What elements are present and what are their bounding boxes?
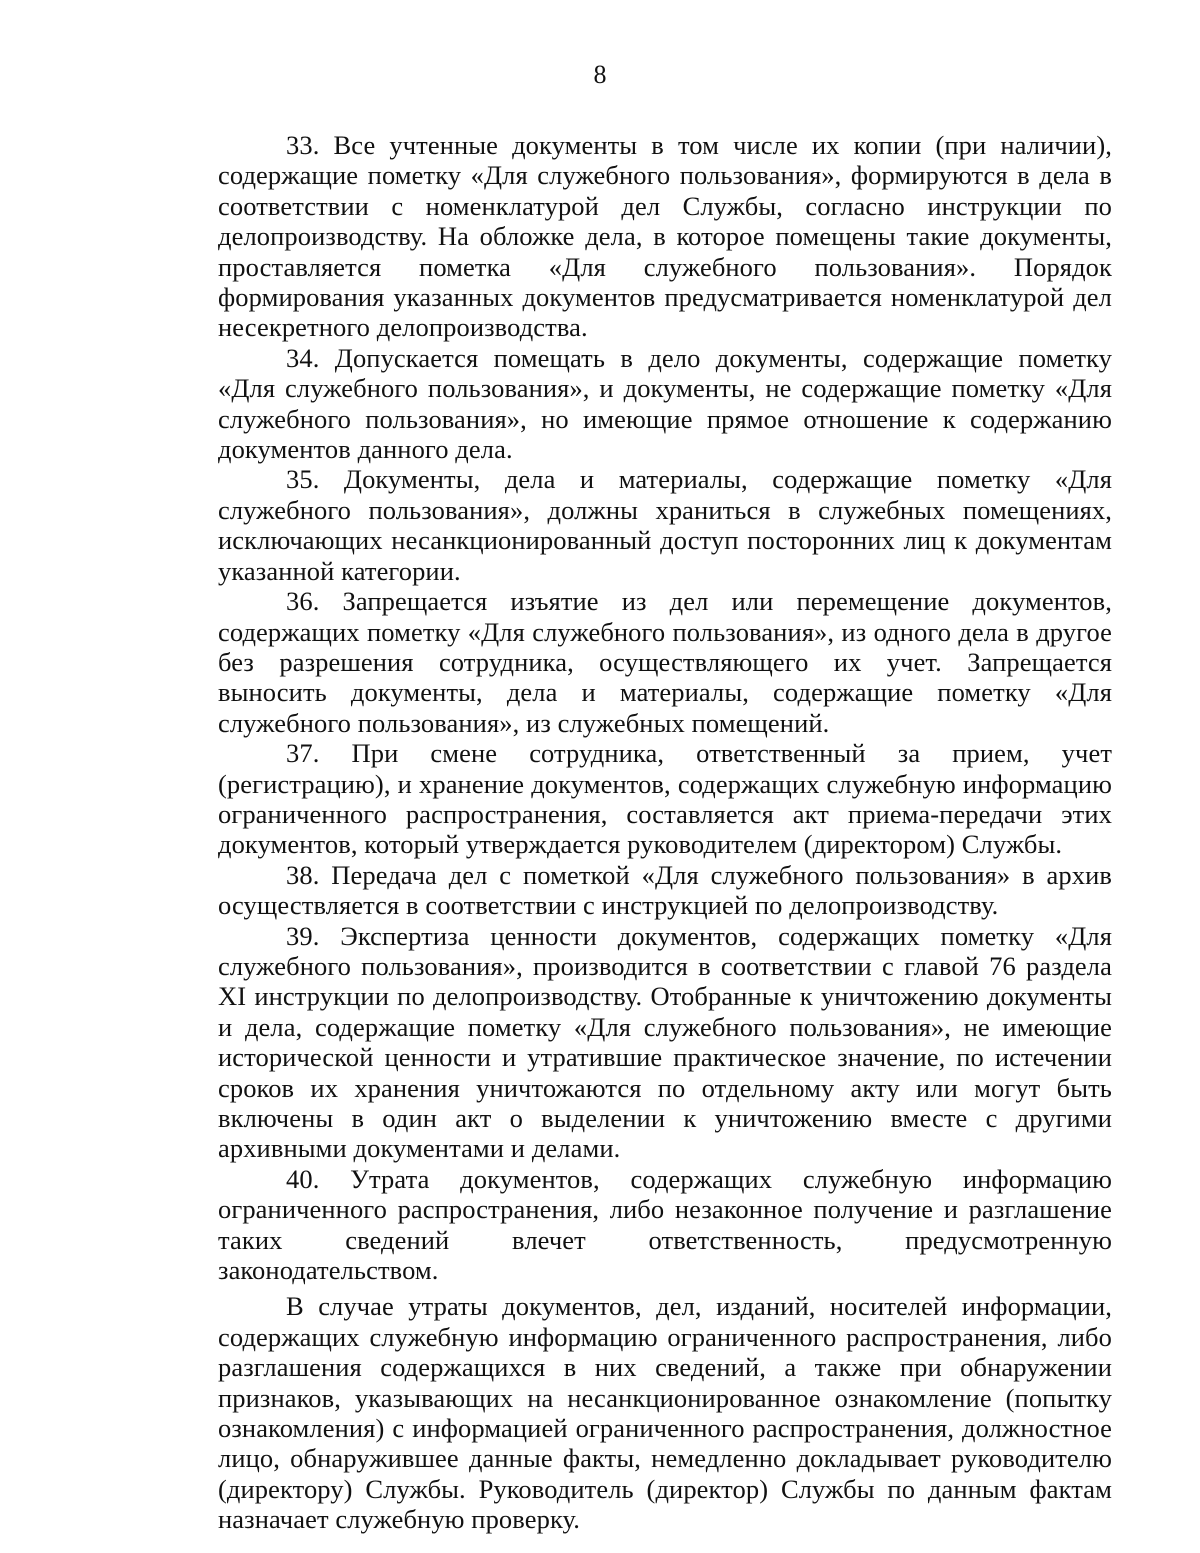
paragraph-39: 39. Экспертиза ценности документов, содержащих пометку «Для служебного пользования», производится в соответствии с главой 76 раздела XI инструкции по делопроизводству. Отобранные к уничтожению документы и дела, содержащие пометку «Для служебного пользования», не имеющие исторической ценности и утратившие практическое значение, по истечении сроков их хранения уничтожаются по отдельному акту или могут быть включены в один акт о выделении к уничтожению вместе с другими архивными документами и делами. xyxy=(218,920,1112,1164)
paragraph-38: 38. Передача дел с пометкой «Для служебного пользования» в архив осуществляется в соответствии с инструкцией по делопроизводству. xyxy=(218,859,1112,921)
paragraph-loss-procedure: В случае утраты документов, дел, изданий, носителей информации, содержащих служебную информацию ограниченного распространения, либо разглашения содержащихся в них сведений, а также при обнаружении признаков, указывающих на несанкционированное ознакомление (попытку ознакомления) с информацией ограниченного распространения, должностное лицо, обнаружившее данные факты, немедленно докладывает руководителю (директору) Службы. Руководитель (директор) Службы по данным фактам назначает служебную проверку. xyxy=(218,1291,1112,1535)
paragraph-35: 35. Документы, дела и материалы, содержащие пометку «Для служебного пользования», должны храниться в служебных помещениях, исключающих несанкционированный доступ посторонних лиц к документам указанной категории. xyxy=(218,464,1112,586)
page-number: 8 xyxy=(593,60,607,89)
paragraph-37: 37. При смене сотрудника, ответственный за прием, учет (регистрацию), и хранение документов, содержащих служебную информацию ограниченного распространения, составляется акт приема-передачи этих документов, который утверждается руководителем (директором) Службы. xyxy=(218,738,1112,860)
paragraph-33: 33. Все учтенные документы в том числе их копии (при наличии), содержащие пометку «Для служебного пользования», формируются в дела в соответствии с номенклатурой дел Службы, согласно инструкции по делопроизводству. На обложке дела, в которое помещены такие документы, проставляется пометка «Для служебного пользования». Порядок формирования указанных документов предусматривается номенклатурой дел несекретного делопроизводства. xyxy=(218,130,1112,343)
paragraph-40: 40. Утрата документов, содержащих служебную информацию ограниченного распространения, либо незаконное получение и разглашение таких сведений влечет ответственность, предусмотренную законодательством. xyxy=(218,1163,1112,1286)
document-body xyxy=(218,130,1112,1535)
paragraph-36: 36. Запрещается изъятие из дел или перемещение документов, содержащих пометку «Для служебного пользования», из одного дела в другое без разрешения сотрудника, осуществляющего их учет. Запрещается выносить документы, дела и материалы, содержащие пометку «Для служебного пользования», из служебных помещений. xyxy=(218,586,1112,738)
paragraph-34: 34. Допускается помещать в дело документы, содержащие пометку «Для служебного пользования», и документы, не содержащие пометку «Для служебного пользования», но имеющие прямое отношение к содержанию документов данного дела. xyxy=(218,342,1112,465)
